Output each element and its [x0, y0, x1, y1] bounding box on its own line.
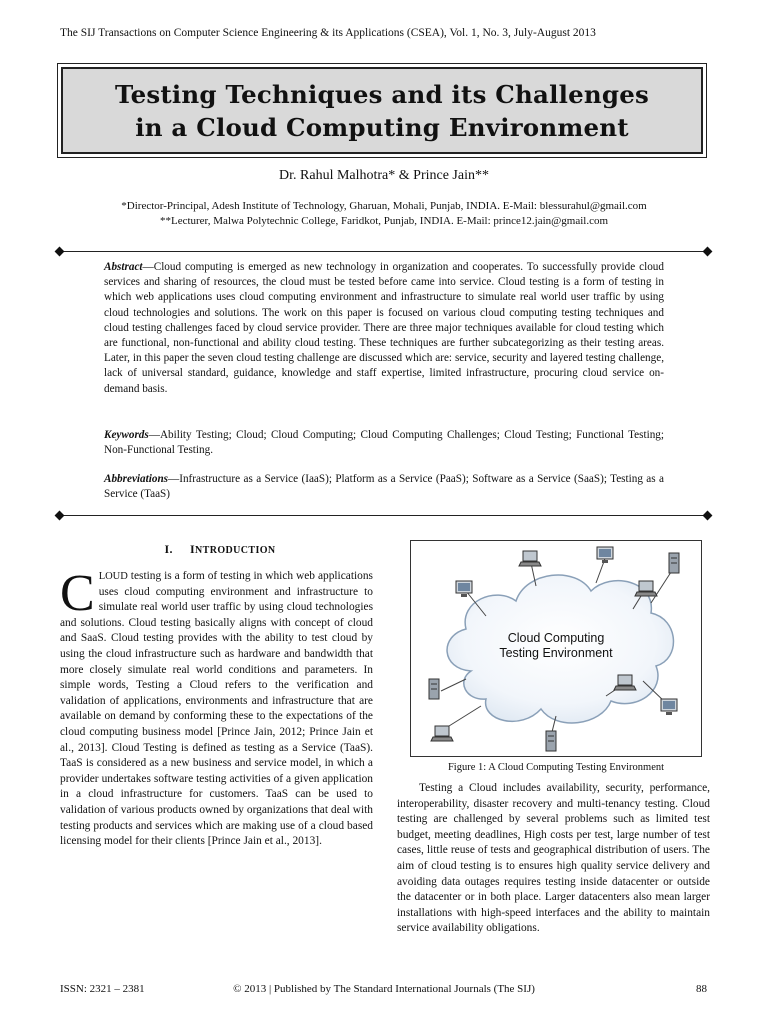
server-icon [429, 679, 439, 699]
divider-top-left-diamond [55, 247, 65, 257]
section-title-first: I [189, 542, 196, 556]
drop-cap: C [60, 565, 95, 622]
title-box [61, 67, 703, 154]
divider-top-right-diamond [703, 247, 713, 257]
divider-bottom-left-diamond [55, 511, 65, 521]
intro-text: testing is a form of testing in which web applications uses cloud computing environment and infrastructure to simulate real world user traffic by using cloud technologies and solutions. Cloud testing basically aligns with concept of cloud and SaaS. Cloud testing provides with the ability to test cloud by using the cloud infrastructure such as hardware and bandwidth that more closely simulate real world conditions and parameters. In simple words, Testing a Cloud refers to the verification and validation of applications, environments and infrastructure that are available on demand by conforming these to the expectations of the cloud computing business model [Prince Jain, 2012; Prince Jain et al., 2013]. Cloud Testing is defined as testing as a Service (TaaS). TaaS is considered as a new business and service model, in which a provider undertakes software testing activities of a given application in a cloud infrastructure for customers. TaaS can be used to validation of various products owned by organizations that deal with testing products and services which are making use of a cloud based licensing model for their clients [Prince Jain et al., 2013]. [60, 570, 373, 848]
right-column-text: Testing a Cloud includes availability, security, performance, interoperability, disaster recovery and multi-tenancy testing. Cloud testing are challenged by several problems such as limited test budget, meeting deadlines, High costs per test, large number of test cases, little reuse of tests and geographical distribution of users. The aim of cloud testing is to ensures high quality service delivery and avoiding data outages requires testing inside datacenter or outside the datacenter or in both place. Larger datacenters also mean larger installations with high-speed interfaces and the ability to maintain service availability obligations. [397, 782, 710, 935]
server-icon [546, 731, 556, 751]
authors: Dr. Rahul Malhotra* & Prince Jain** [279, 168, 489, 183]
desktop-icon [661, 699, 677, 715]
journal-header: The SIJ Transactions on Computer Science Engineering & its Applications (CSEA), Vol. 1, No. 3, July-August 2013 [60, 27, 596, 39]
section-heading [60, 542, 380, 557]
cloud-label-line-2: Testing Environment [499, 646, 613, 660]
intro-first-word: LOUD [98, 571, 128, 582]
intro-paragraph [60, 565, 373, 850]
abbreviations [104, 472, 664, 502]
figure-caption: Figure 1: A Cloud Computing Testing Environment [447, 762, 665, 773]
divider-bottom [60, 515, 707, 516]
divider-bottom-right-diamond [703, 511, 713, 521]
cloud-label-line-1: Cloud Computing [507, 631, 605, 645]
keywords-text: —Ability Testing; Cloud; Cloud Computing; Cloud Computing Challenges; Cloud Testing; Functional Testing; Non-Functional Testing. [104, 429, 664, 457]
desktop-icon [597, 547, 613, 563]
abstract-label: Abstract [104, 261, 143, 273]
section-title-rest: NTRODUCTION [195, 545, 276, 556]
footer-page-number: 88 [696, 983, 707, 995]
keywords [104, 428, 664, 458]
abbreviations-text: —Infrastructure as a Service (IaaS); Platform as a Service (PaaS); Software as a Service (SaaS); Testing as a Service (TaaS) [104, 473, 664, 501]
abstract-text: —Cloud computing is emerged as new technology in organization and cooperates. To successfully provide cloud services and sharing of resources, the cloud must be tested before came into service. Cloud testing is a form of testing in which web applications uses cloud computing environment and infrastructure to simulate real world user traffic by using cloud technologies and solutions. The work on this paper is focused on various cloud computing testing techniques and cloud testing challenges faced by cloud service provider. There are three major techniques available for cloud testing which are functional, non-functional and ability cloud testing. These techniques are further subcategorizing as their testing areas. Later, in this paper the seven cloud testing challenge are discussed which are: service, security and layered testing challenge, lack of universal standard, guidance, knowledge and staff expertise, limited infrastructure, procuring cloud service on-demand basis. [104, 261, 664, 395]
laptop-icon [519, 551, 541, 566]
right-column-paragraph [397, 781, 710, 937]
abbreviations-label: Abbreviations [104, 473, 169, 485]
affiliation-1: *Director-Principal, Adesh Institute of Technology, Gharuan, Mohali, Punjab, INDIA. E-Mail: blessurahul@gmail.com [121, 200, 647, 212]
title-line-2: in a Cloud Computing Environment [135, 112, 629, 142]
footer-issn: ISSN: 2321 – 2381 [60, 983, 145, 995]
footer-copyright: © 2013 | Published by The Standard International Journals (The SIJ) [233, 983, 535, 995]
cloud-diagram [411, 541, 701, 756]
figure-1 [410, 540, 702, 757]
server-icon [669, 553, 679, 573]
abstract [104, 260, 664, 397]
keywords-label: Keywords [104, 429, 149, 441]
section-number: I. [164, 542, 173, 556]
desktop-icon [456, 581, 472, 597]
paper-title [115, 78, 649, 144]
laptop-icon [431, 726, 453, 741]
title-line-1: Testing Techniques and its Challenges [114, 79, 650, 109]
affiliations [0, 199, 768, 229]
divider-top [60, 251, 707, 252]
affiliation-2: **Lecturer, Malwa Polytechnic College, Faridkot, Punjab, INDIA. E-Mail: prince12.jain@gmail.com [159, 215, 609, 227]
